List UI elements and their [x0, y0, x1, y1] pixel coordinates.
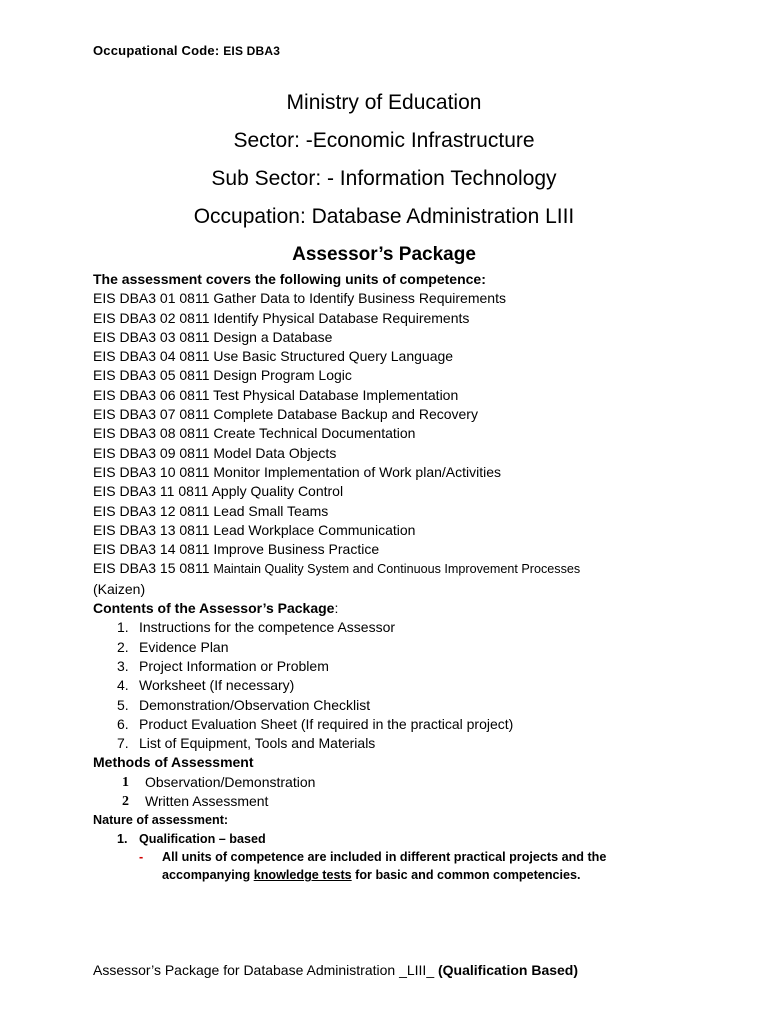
contents-heading: Contents of the Assessor’s Package [93, 600, 335, 617]
page-footer [93, 962, 578, 978]
unit-code: EIS DBA3 02 0811 [93, 309, 210, 326]
unit-title: Lead Workplace Communication [213, 521, 416, 538]
title-block [0, 84, 768, 272]
list-number: 7. [117, 735, 129, 752]
unit-item [93, 328, 683, 347]
unit-item [93, 405, 683, 424]
nature-text: All units of competence are included in different practical projects and the accompanying [162, 850, 607, 883]
unit-code: EIS DBA3 14 0811 [93, 541, 210, 558]
contents-heading-line [93, 599, 683, 618]
unit-title: Monitor Implementation of Work plan/Activities [213, 463, 502, 480]
nature-item [93, 830, 683, 849]
list-number: 2. [117, 638, 129, 655]
list-text: List of Equipment, Tools and Materials [139, 735, 376, 752]
list-text: Evidence Plan [139, 638, 229, 655]
list-number: 6. [117, 715, 129, 732]
methods-heading: Methods of Assessment [93, 754, 254, 771]
knowledge-tests-text: knowledge tests [253, 868, 352, 883]
nature-detail [93, 848, 683, 884]
unit-item [93, 559, 683, 579]
list-item [93, 676, 683, 695]
list-item [93, 734, 683, 753]
unit-code: EIS DBA3 10 0811 [93, 463, 210, 480]
document-body [93, 270, 683, 884]
unit-item [93, 521, 683, 540]
unit-item [93, 540, 683, 559]
list-item [93, 657, 683, 676]
list-number: 4. [117, 677, 129, 694]
occupational-code-label: Occupational Code: [93, 43, 224, 58]
list-text: Instructions for the competence Assessor [139, 619, 396, 636]
unit-item [93, 463, 683, 482]
unit-title: Gather Data to Identify Business Requirements [213, 290, 506, 307]
unit-code: EIS DBA3 06 0811 [93, 386, 210, 403]
unit-item [93, 347, 683, 366]
unit-code: EIS DBA3 05 0811 [93, 367, 210, 384]
nature-text-end: for basic and common competencies. [351, 868, 581, 883]
unit-code: EIS DBA3 09 0811 [93, 444, 210, 461]
sector-title: Sector: -Economic Infrastructure [233, 129, 535, 152]
nature-heading: Nature of assessment: [93, 813, 229, 828]
list-text: Worksheet (If necessary) [139, 677, 295, 694]
list-number: 3. [117, 657, 129, 674]
ministry-title: Ministry of Education [286, 91, 482, 114]
list-text: Project Information or Problem [139, 657, 329, 674]
unit-code: EIS DBA3 11 0811 [93, 483, 209, 500]
contents-list [93, 618, 683, 753]
list-item [93, 696, 683, 715]
unit-code: EIS DBA3 01 0811 [93, 290, 210, 307]
list-number: 1. [117, 831, 128, 846]
unit-title: Identify Physical Database Requirements [213, 309, 470, 326]
dash-bullet: - [139, 850, 144, 865]
contents-colon: : [334, 600, 339, 617]
occupational-code [93, 43, 280, 58]
methods-list [93, 773, 683, 812]
qualification-label: Qualification – based [139, 831, 266, 846]
unit-code: EIS DBA3 12 0811 [93, 502, 210, 519]
unit-code: EIS DBA3 13 0811 [93, 521, 210, 538]
units-heading: The assessment covers the following units of competence: [93, 271, 486, 287]
unit-title: Improve Business Practice [213, 541, 380, 558]
unit-item [93, 386, 683, 405]
package-title: Assessor’s Package [292, 244, 476, 265]
list-item [93, 638, 683, 657]
unit-item [93, 444, 683, 463]
unit-code: EIS DBA3 04 0811 [93, 348, 210, 365]
unit-title: Model Data Objects [213, 444, 337, 461]
unit-title: Apply Quality Control [211, 483, 344, 500]
unit-continuation: (Kaizen) [93, 580, 146, 597]
sub-sector-title: Sub Sector: - Information Technology [211, 167, 557, 190]
unit-item [93, 309, 683, 328]
list-item [93, 792, 683, 811]
list-number: 5. [117, 696, 129, 713]
list-item [93, 715, 683, 734]
unit-title: Test Physical Database Implementation [213, 386, 459, 403]
unit-title: Design Program Logic [213, 367, 352, 384]
list-number: 2 [122, 794, 129, 810]
list-item [93, 773, 683, 792]
unit-code: EIS DBA3 03 0811 [93, 328, 210, 345]
footer-text: Assessor’s Package for Database Administration _LIII_ [93, 962, 438, 978]
units-list [93, 289, 683, 599]
list-number: 1. [117, 619, 129, 636]
occupation-title: Occupation: Database Administration LIII [193, 205, 575, 228]
list-text: Observation/Demonstration [145, 773, 316, 790]
unit-code: EIS DBA3 07 0811 [93, 406, 210, 423]
list-item [93, 618, 683, 637]
unit-code: EIS DBA3 15 0811 [93, 560, 210, 577]
unit-item [93, 366, 683, 385]
unit-title: Design a Database [213, 328, 333, 345]
unit-title: Maintain Quality System and Continuous Improvement Processes [213, 562, 581, 577]
nature-section [93, 811, 683, 884]
footer-bold-text: (Qualification Based) [438, 962, 579, 978]
unit-title: Use Basic Structured Query Language [213, 348, 454, 365]
unit-item [93, 289, 683, 308]
occupational-code-value: EIS DBA3 [223, 44, 281, 58]
unit-item [93, 424, 683, 443]
list-number: 1 [122, 774, 129, 790]
unit-title: Create Technical Documentation [213, 425, 416, 442]
list-text: Product Evaluation Sheet (If required in the practical project) [139, 715, 514, 732]
unit-item [93, 482, 683, 501]
unit-title: Complete Database Backup and Recovery [213, 406, 478, 423]
unit-item [93, 502, 683, 521]
list-text: Demonstration/Observation Checklist [139, 696, 371, 713]
unit-title: Lead Small Teams [213, 502, 329, 519]
unit-code: EIS DBA3 08 0811 [93, 425, 210, 442]
list-text: Written Assessment [145, 793, 269, 810]
